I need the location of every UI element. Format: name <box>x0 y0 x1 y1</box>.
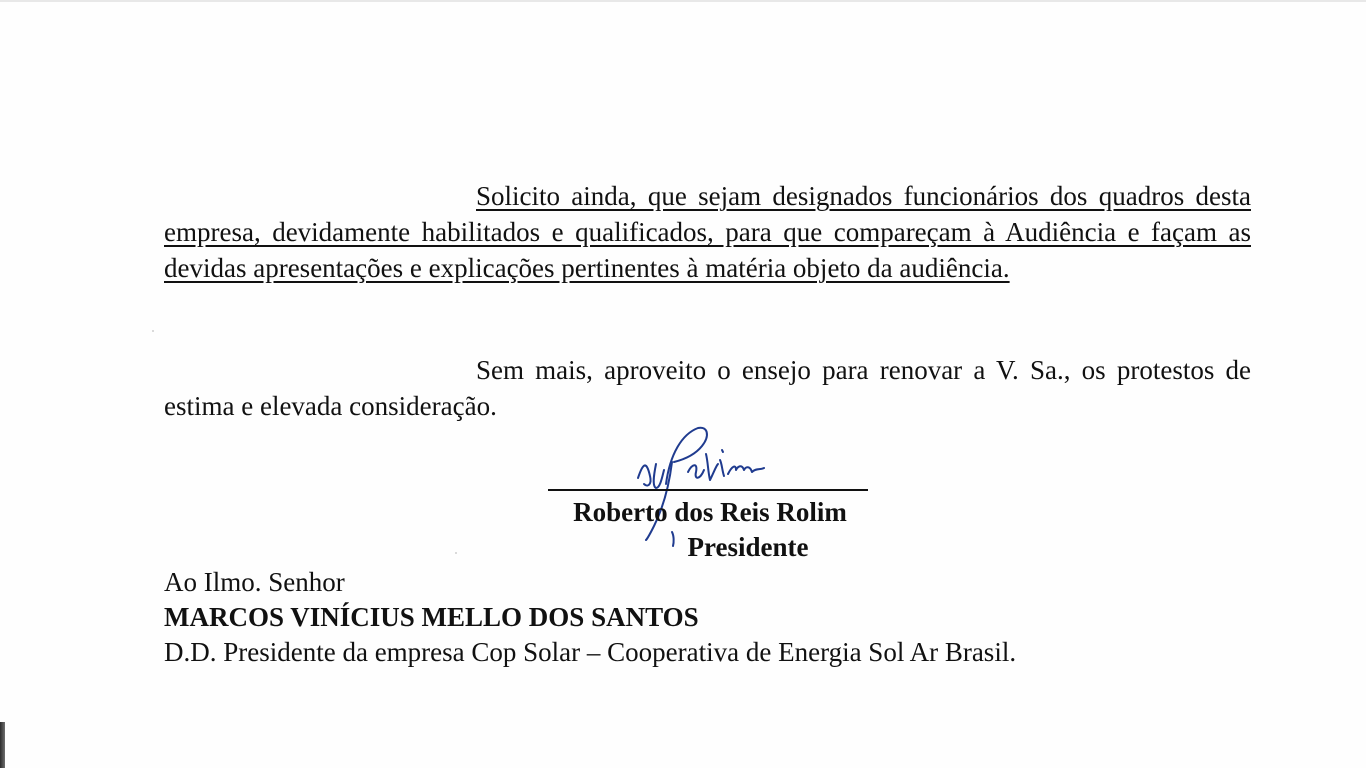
scan-speck <box>455 552 457 554</box>
addressee-name: MARCOS VINÍCIUS MELLO DOS SANTOS <box>164 602 699 632</box>
scan-edge-mark <box>0 722 5 768</box>
signer-name: Roberto dos Reis Rolim <box>573 497 847 527</box>
scan-speck <box>152 330 154 332</box>
request-paragraph <box>164 178 1251 286</box>
signature-block <box>540 410 880 570</box>
closing-paragraph-text: Sem mais, aproveito o ensejo para renovar a V. Sa., os protestos de estima e elevada consideração. <box>164 355 1251 421</box>
signer-role: Presidente <box>687 532 809 562</box>
addressee-salutation: Ao Ilmo. Senhor <box>164 567 345 597</box>
page-top-edge <box>0 0 1366 2</box>
request-paragraph-text: Solicito ainda, que sejam designados funcionários dos quadros desta empresa, devidamente habilitados e qualificados, para que compareçam à Audiência e façam as devidas apresentações e explicações pertinentes à matéria objeto da audiência. <box>164 181 1251 283</box>
addressee-block <box>164 565 1264 670</box>
addressee-position: D.D. Presidente da empresa Cop Solar – Cooperativa de Energia Sol Ar Brasil. <box>164 637 1017 667</box>
signature-line <box>548 489 868 491</box>
